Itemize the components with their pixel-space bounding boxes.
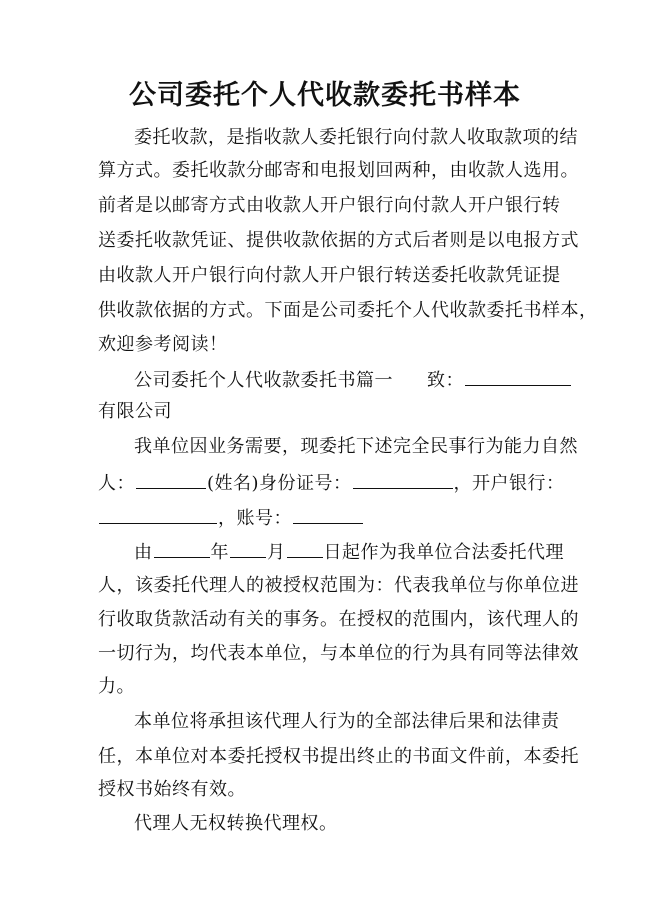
id-number-blank (353, 470, 453, 489)
intro-line-1: 委托收款，是指收款人委托银行向付款人收取款项的结 (134, 127, 578, 148)
company-line: 有限公司 (98, 401, 172, 422)
intro-line-3: 前者是以邮寄方式由收款人开户银行向付款人开户银行转 (98, 195, 561, 216)
name-note: (姓名)身份证号： (207, 473, 352, 494)
person-label: 人： (98, 473, 135, 494)
period-rest: 日起作为我单位合法委托代理 (323, 542, 564, 563)
period-line-1 (134, 539, 564, 565)
intro-line-7: 欢迎参考阅读！ (98, 334, 228, 355)
intro-line-5: 由收款人开户银行向付款人开户银行转送委托收款凭证提 (98, 265, 561, 286)
to-label: 致： (427, 370, 464, 391)
intro-line-2: 算方式。委托收款分邮寄和电报划回两种，由收款人选用。 (98, 160, 579, 181)
liability-line-2: 任，本单位对本委托授权书提出终止的书面文件前，本委托 (98, 746, 579, 767)
account-label: ，账号： (218, 508, 292, 529)
period-line-3: 行收取货款活动有关的事务。在授权的范围内，该代理人的 (98, 609, 579, 630)
letter-name: 公司委托个人代收款委托书篇一 (134, 370, 393, 391)
year-blank (154, 539, 210, 558)
letter-heading-line (134, 367, 572, 393)
last-line: 代理人无权转换代理权。 (134, 813, 338, 834)
period-line-5: 力。 (98, 676, 135, 697)
account-blank (293, 505, 363, 524)
period-line-4: 一切行为，均代表本单位，与本单位的行为具有同等法律效 (98, 643, 579, 664)
name-blank (136, 470, 206, 489)
recipient-blank (465, 367, 571, 386)
bank-label: ，开户银行： (453, 473, 565, 494)
month-label: 月 (267, 542, 286, 563)
intro-line-4: 送委托收款凭证、提供收款依据的方式后者则是以电报方式 (98, 230, 579, 251)
month-blank (230, 539, 266, 558)
bank-blank (99, 505, 217, 524)
liability-line-3: 授权书始终有效。 (98, 779, 246, 800)
document-title: 公司委托个人代收款委托书样本 (129, 80, 521, 111)
day-blank (287, 539, 323, 558)
request-line-1: 我单位因业务需要，现委托下述完全民事行为能力自然 (134, 436, 578, 457)
intro-line-6: 供收款依据的方式。下面是公司委托个人代收款委托书样本， (98, 300, 598, 321)
period-line-2: 人，该委托代理人的被授权范围为：代表我单位与你单位进 (98, 575, 579, 596)
request-line-3 (98, 505, 364, 531)
from-label: 由 (134, 542, 153, 563)
request-line-2 (98, 470, 565, 496)
liability-line-1: 本单位将承担该代理人行为的全部法律后果和法律责 (134, 711, 560, 732)
year-label: 年 (210, 542, 229, 563)
